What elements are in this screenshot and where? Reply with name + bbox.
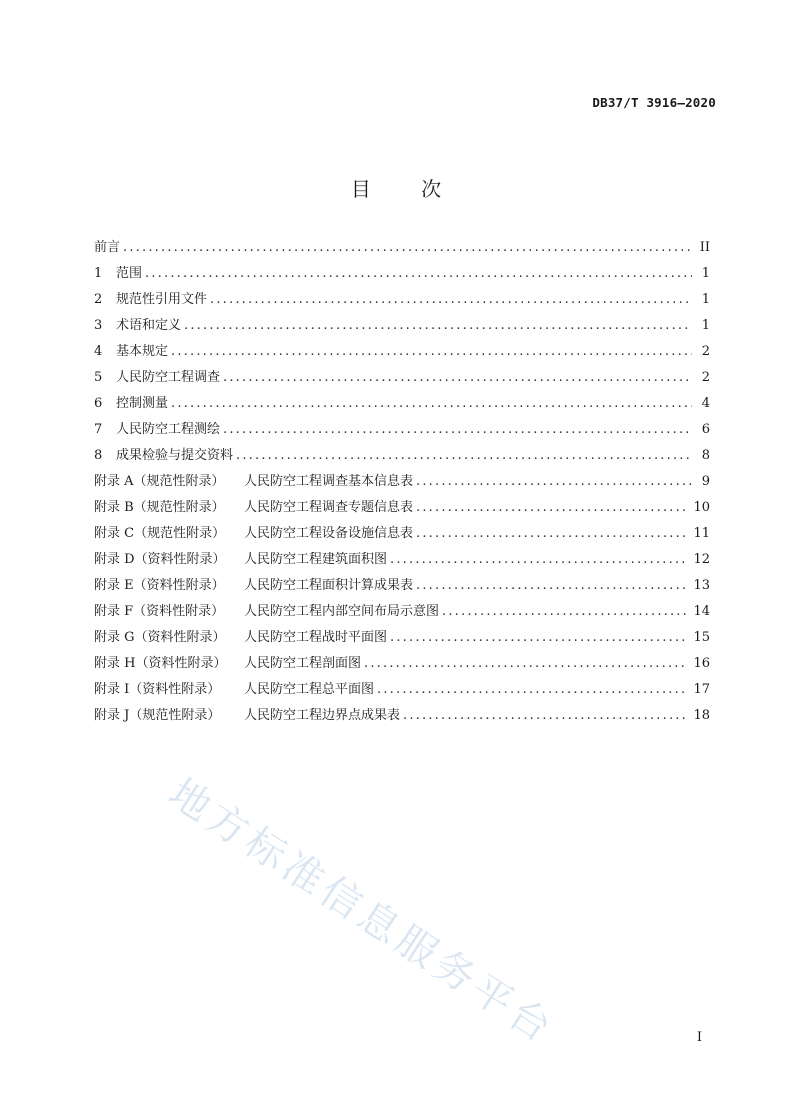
toc-entry-appendix[interactable] — [94, 704, 710, 730]
toc-dot-leader — [377, 682, 687, 697]
toc-entry-page: 4 — [701, 396, 710, 411]
toc-entry-page: 15 — [693, 630, 710, 645]
document-code: DB37/T 3916—2020 — [592, 95, 716, 110]
toc-entry-page: 8 — [701, 448, 710, 463]
toc-entry-page: 16 — [693, 656, 710, 671]
toc-dot-leader — [416, 578, 687, 593]
toc-entry-label: 规范性引用文件 — [116, 292, 208, 307]
toc-entry-number: 8 — [94, 448, 103, 463]
toc-dot-leader — [171, 396, 692, 411]
toc-entry-number: 5 — [94, 370, 103, 385]
toc-dot-leader — [223, 370, 692, 385]
toc-entry-appendix[interactable] — [94, 496, 710, 522]
toc-entry-label: 人民防空工程调查 — [116, 370, 221, 385]
toc-dot-leader — [390, 552, 687, 567]
toc-entry-page: 6 — [701, 422, 710, 437]
toc-dot-leader — [364, 656, 687, 671]
toc-dot-leader — [403, 708, 687, 723]
toc-entry-page: 2 — [701, 370, 710, 385]
toc-entry-label: 人民防空工程内部空间布局示意图 — [244, 604, 440, 619]
watermark: 地方标准信息服务平台 — [160, 770, 564, 1054]
toc-appendix-code: 附录 A（规范性附录） — [94, 474, 225, 489]
toc-dot-leader — [145, 266, 692, 281]
toc-entry-section[interactable] — [94, 288, 710, 314]
toc-entry-label: 人民防空工程面积计算成果表 — [244, 578, 414, 593]
toc-entry-page: 13 — [693, 578, 710, 593]
toc-entry-label: 术语和定义 — [116, 318, 182, 333]
toc-entry-label: 人民防空工程边界点成果表 — [244, 708, 401, 723]
toc-entry-label: 人民防空工程测绘 — [116, 422, 221, 437]
toc-appendix-code: 附录 H（资料性附录） — [94, 656, 227, 671]
page-number: I — [696, 1030, 702, 1045]
toc-dot-leader — [416, 474, 692, 489]
toc-entry-page: 9 — [701, 474, 710, 489]
toc-entry-appendix[interactable] — [94, 548, 710, 574]
toc-entry-page: 12 — [693, 552, 710, 567]
toc-entry-section[interactable] — [94, 262, 710, 288]
toc-entry-number: 6 — [94, 396, 103, 411]
toc-entry-page: 11 — [693, 526, 710, 541]
toc-entry-appendix[interactable] — [94, 522, 710, 548]
toc-entry-label: 控制测量 — [116, 396, 169, 411]
toc-entry-label: 人民防空工程总平面图 — [244, 682, 375, 697]
toc-entry-page: 1 — [701, 318, 710, 333]
toc-dot-leader — [123, 240, 692, 255]
toc-entry-page: 17 — [693, 682, 710, 697]
toc-entry-number: 3 — [94, 318, 103, 333]
toc-dot-leader — [236, 448, 692, 463]
toc-appendix-code: 附录 D（资料性附录） — [94, 552, 226, 567]
toc-entry-page: 2 — [701, 344, 710, 359]
toc-entry-label: 成果检验与提交资料 — [116, 448, 234, 463]
toc-entry-label: 人民防空工程调查专题信息表 — [244, 500, 414, 515]
toc-entry-label: 人民防空工程战时平面图 — [244, 630, 388, 645]
toc-entry-section[interactable] — [94, 340, 710, 366]
toc-entry-appendix[interactable] — [94, 600, 710, 626]
toc-entry-appendix[interactable] — [94, 678, 710, 704]
toc-entry-number: 7 — [94, 422, 103, 437]
table-of-contents — [94, 236, 710, 730]
toc-entry-section[interactable] — [94, 392, 710, 418]
toc-entry-page: 14 — [693, 604, 710, 619]
toc-entry-label: 人民防空工程调查基本信息表 — [244, 474, 414, 489]
toc-entry-number: 4 — [94, 344, 103, 359]
toc-appendix-code: 附录 F（资料性附录） — [94, 604, 225, 619]
toc-entry-label: 基本规定 — [116, 344, 169, 359]
page-title: 目 次 — [350, 177, 464, 201]
toc-appendix-code: 附录 E（资料性附录） — [94, 578, 225, 593]
toc-entry-number: 2 — [94, 292, 103, 307]
toc-entry-page: 18 — [693, 708, 710, 723]
toc-dot-leader — [171, 344, 692, 359]
toc-entry-section[interactable] — [94, 418, 710, 444]
toc-appendix-code: 附录 J（规范性附录） — [94, 708, 221, 723]
toc-entry-section[interactable] — [94, 444, 710, 470]
toc-entry-section[interactable] — [94, 366, 710, 392]
toc-dot-leader — [184, 318, 692, 333]
toc-entry-appendix[interactable] — [94, 574, 710, 600]
toc-dot-leader — [416, 526, 687, 541]
toc-entry-page: 1 — [701, 292, 710, 307]
toc-dot-leader — [223, 422, 692, 437]
toc-dot-leader — [210, 292, 692, 307]
toc-entry-label: 人民防空工程建筑面积图 — [244, 552, 388, 567]
toc-appendix-code: 附录 B（规范性附录） — [94, 500, 225, 515]
toc-appendix-code: 附录 C（规范性附录） — [94, 526, 226, 541]
toc-entry-label: 范围 — [116, 266, 143, 281]
toc-entry-appendix[interactable] — [94, 652, 710, 678]
toc-dot-leader — [390, 630, 687, 645]
toc-entry-section[interactable] — [94, 314, 710, 340]
toc-entry-appendix[interactable] — [94, 626, 710, 652]
toc-entry-label: 前言 — [94, 240, 121, 255]
toc-entry-number: 1 — [94, 266, 103, 281]
toc-appendix-code: 附录 G（资料性附录） — [94, 630, 226, 645]
toc-entry-preface[interactable] — [94, 236, 710, 262]
toc-entry-page: 10 — [693, 500, 710, 515]
toc-entry-label: 人民防空工程剖面图 — [244, 656, 362, 671]
toc-dot-leader — [416, 500, 687, 515]
toc-dot-leader — [442, 604, 687, 619]
toc-entry-page: II — [699, 240, 710, 255]
toc-entry-label: 人民防空工程设备设施信息表 — [244, 526, 414, 541]
toc-appendix-code: 附录 I（资料性附录） — [94, 682, 221, 697]
toc-entry-page: 1 — [701, 266, 710, 281]
toc-entry-appendix[interactable] — [94, 470, 710, 496]
